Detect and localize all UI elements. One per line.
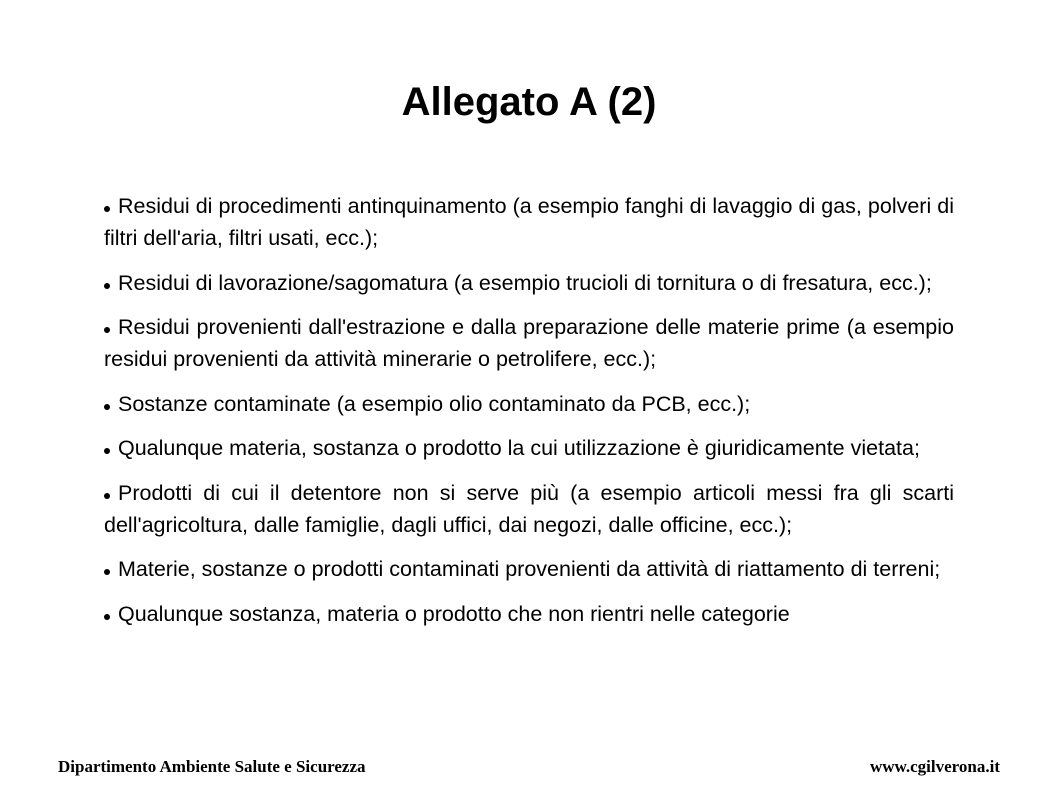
bullet-text: Materie, sostanze o prodotti contaminati provenienti da attività di riattamento di terreni; <box>118 557 941 581</box>
bullet-item <box>104 477 954 541</box>
bullet-icon <box>104 614 110 620</box>
bullet-item <box>104 311 954 375</box>
bullet-item <box>104 553 954 585</box>
bullet-item <box>104 598 954 630</box>
bullet-icon <box>104 283 110 289</box>
bullet-icon <box>104 327 110 333</box>
bullet-text: Qualunque sostanza, materia o prodotto che non rientri nelle categorie <box>118 601 790 626</box>
bullet-list <box>104 190 954 642</box>
bullet-text: Residui di lavorazione/sagomatura (a esempio trucioli di tornitura o di fresatura, ecc.); <box>118 270 932 295</box>
footer-department: Dipartimento Ambiente Salute e Sicurezza <box>58 757 366 776</box>
bullet-item <box>104 388 954 420</box>
bullet-icon <box>104 448 110 454</box>
footer-website: www.cgilverona.it <box>869 757 1000 776</box>
bullet-text: Qualunque materia, sostanza o prodotto la cui utilizzazione è giuridicamente vietata; <box>118 436 920 460</box>
bullet-item <box>104 432 954 464</box>
bullet-icon <box>104 569 110 575</box>
bullet-item <box>104 267 954 299</box>
bullet-icon <box>104 206 110 212</box>
bullet-text: Residui di procedimenti antinquinamento (a esempio fanghi di lavaggio di gas, polveri di filtri dell'aria, filtri usati, ecc.); <box>104 194 954 250</box>
slide-title: Allegato A (2) <box>401 80 657 124</box>
bullet-item <box>104 190 954 254</box>
bullet-icon <box>104 493 110 499</box>
bullet-text: Sostanze contaminate (a esempio olio contaminato da PCB, ecc.); <box>118 391 751 416</box>
bullet-text: Prodotti di cui il detentore non si serve più (a esempio articoli messi fra gli scarti dell'agricoltura, dalle famiglie, dagli uffici, dai negozi, dalle officine, ecc.); <box>104 480 954 537</box>
bullet-icon <box>104 404 110 410</box>
bullet-text: Residui provenienti dall'estrazione e dalla preparazione delle materie prime (a esempio residui provenienti da attività minerarie o petrolifere, ecc.); <box>104 315 954 371</box>
